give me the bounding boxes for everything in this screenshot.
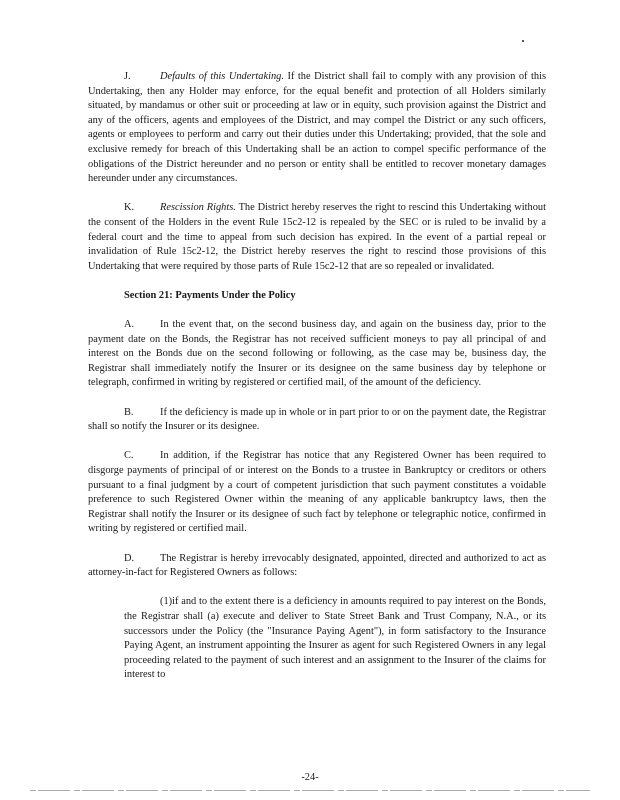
paragraph-k xyxy=(88,201,546,274)
paragraph-j xyxy=(88,70,546,187)
paragraph-label: J. xyxy=(124,71,131,82)
paragraph-text: If the District shall fail to comply with any provision of this Undertaking, then any Holder may enforce, for the equal benefit and protection of all Holders similarly situated, by mandamus or other suit or proceeding at law or in equity, such provision against the District and any of the officers, agents and employees of the District, and may compel the District or any such officers, agents or employees to perform and carry out their duties under this Undertaking; provided, that the sole and exclusive remedy for breach of this Undertaking shall be an action to compel specific performance of the obligations of the District hereunder and no person or entity shall be entitled to recover monetary damages hereunder under any circumstances. xyxy=(88,71,546,185)
document-body xyxy=(88,70,546,698)
paragraph-a xyxy=(88,318,546,391)
section-heading: Section 21: Payments Under the Policy xyxy=(124,289,296,301)
paragraph-text: In the event that, on the second business day, and again on the business day, prior to the payment date on the Bonds, the Registrar has not received sufficient moneys to pay all principal of and interest on the Bonds due on the second following or following, as the case may be, business day, the Registrar shall immediately notify the Insurer or its designee on the same business day by telephone or telegraph, confirmed in writing by registered or certified mail, of the amount of the deficiency. xyxy=(88,319,546,389)
paragraph-title: Rescission Rights. xyxy=(160,202,236,214)
paragraph-c xyxy=(88,449,546,537)
scan-speck xyxy=(522,40,524,42)
paragraph-d xyxy=(88,552,546,581)
paragraph-label: C. xyxy=(124,450,134,462)
paragraph-label: K. xyxy=(124,202,135,214)
paragraph-text: If the deficiency is made up in whole or in part prior to or on the payment date, the Registrar shall so notify the Insurer or its designee. xyxy=(88,406,546,433)
subparagraph-text: if and to the extent there is a deficiency in amounts required to pay interest on the Bonds, the Registrar shall (a) execute and deliver to State Street Bank and Trust Company, N.A., or its successors under the Policy (the "Insurance Paying Agent"), in form satisfactory to the Insurance Paying Agent, an instrument appointing the Insurer as agent for such Registered Owners in any legal proceeding related to the payment of such interest and an assignment to the Insurer of the claims for interest to xyxy=(124,596,546,681)
paragraph-text: In addition, if the Registrar has notice that any Registered Owner has been required to disgorge payments of principal of or interest on the Bonds to a trustee in Bankruptcy or creditors or others pursuant to a final judgment by a court of competent jurisdiction that such payment constitutes a voidable preference to such Registered Owner within the meaning of any applicable bankruptcy laws, then the Registrar shall notify the Insurer or its designee of such fact by telephone or telegraphic notice, confirmed in writing by registered or certified mail. xyxy=(88,450,546,535)
paragraph-text: The Registrar is hereby irrevocably designated, appointed, directed and authorized to act as attorney-in-fact for Registered Owners as follows: xyxy=(88,552,546,579)
paragraph-label: B. xyxy=(124,406,134,418)
paragraph-text: The District hereby reserves the right to rescind this Undertaking without the consent of the Holders in the event Rule 15c2-12 is repealed by the SEC or is ruled to be invalid by a federal court and the time to appeal from such decision has expired. In the event of a partial repeal or invalidation of Rule 15c2-12, the District hereby reserves the right to rescind those provisions of this Undertaking that were required by those parts of Rule 15c2-12 that are so repealed or invalidated. xyxy=(88,202,546,272)
subparagraph-d1 xyxy=(124,595,546,683)
page-number: -24- xyxy=(301,772,319,783)
paragraph-label: D. xyxy=(124,552,135,564)
paragraph-label: A. xyxy=(124,319,135,331)
paragraph-b xyxy=(88,406,546,435)
paragraph-title: Defaults of this Undertaking. xyxy=(160,71,284,82)
footer-rule xyxy=(30,790,590,791)
subparagraph-label: (1) xyxy=(160,596,173,608)
